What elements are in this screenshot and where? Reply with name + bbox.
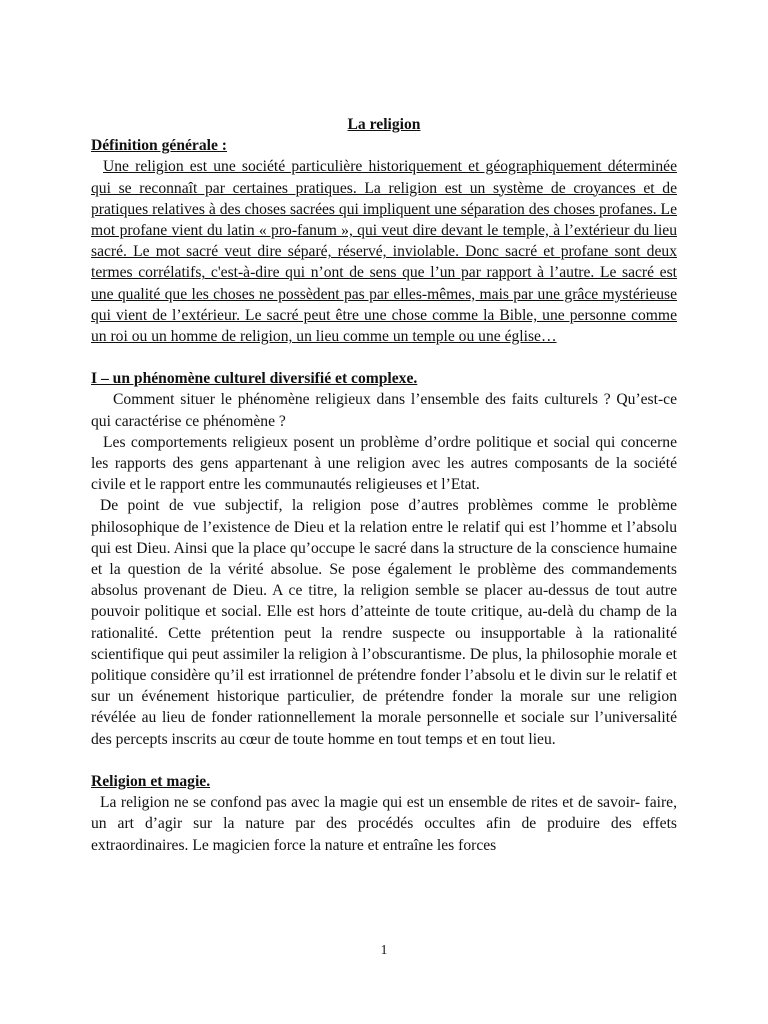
- general-definition-paragraph: Une religion est une société particulière historiquement et géographiquement déterminée qui se reconnaît par certaines pratiques. La religion est un système de croyances et de pratiques relatives à des choses sacrées qui impliquent une séparation des choses profanes. Le mot profane vient du latin « pro-fanum », qui veut dire devant le temple, à l’extérieur du lieu sacré. Le mot sacré veut dire séparé, réservé, inviolable. Donc sacré et profane sont deux termes corrélatifs, c'est-à-dire qui n’ont de sens que l’un par rapport à l’autre. Le sacré est une qualité que les choses ne possèdent pas par elles-mêmes, mais par une grâce mystérieuse qui vient de l’extérieur. Le sacré peut être une chose comme la Bible, une personne comme un roi ou un homme de religion, un lieu comme un temple ou une église…: [91, 158, 677, 346]
- document-title: La religion: [347, 116, 421, 133]
- religion-magic-paragraph: La religion ne se confond pas avec la magie qui est un ensemble de rites et de savoir- faire, un art d’agir sur la nature par des procédés occultes afin de produire des effets extraordinaires. Le magicien force la nature et entraîne les forces: [91, 794, 677, 854]
- section-heading-cultural-phenomenon: I – un phénomène culturel diversifié et complexe.: [91, 370, 418, 388]
- section-heading-religion-magic: Religion et magie.: [91, 772, 211, 790]
- document-page: [91, 114, 677, 856]
- section-heading-general-definition: Définition générale :: [91, 137, 227, 155]
- cultural-paragraph-2: Les comportements religieux posent un problème d’ordre politique et social qui concerne les rapports des gens appartenant à une religion avec les autres composants de la société civile et le rapport entre les communautés religieuses et l’Etat.: [91, 433, 677, 494]
- cultural-paragraph-1: Comment situer le phénomène religieux dans l’ensemble des faits culturels ? Qu’est-ce qui caractérise ce phénomène ?: [91, 391, 677, 430]
- spacer: [91, 347, 677, 368]
- cultural-paragraph-3: De point de vue subjectif, la religion pose d’autres problèmes comme le problème philosophique de l’existence de Dieu et la relation entre le relatif qui est l’homme et l’absolu qui est Dieu. Ainsi que la place qu’occupe le sacré dans la structure de la conscience humaine et la question de la vérité absolue. Se pose également le problème des commandements absolus provenant de Dieu. A ce titre, la religion semble se placer au-dessus de tout autre pouvoir politique et social. Elle est hors d’atteinte de toute critique, au-delà du champ de la rationalité. Cette prétention peut la rendre suspecte ou insupportable à la rationalité scientifique qui peut assimiler la religion à l’obscurantisme. De plus, la philosophie morale et politique considère qu’il est irrationnel de prétendre fonder l’absolu et le divin sur le relatif et sur un événement historique particulier, de prétendre fonder la morale sur une religion révélée au lieu de fonder rationnellement la morale personnelle et sociale sur l’universalité des percepts inscrits au cœur de toute homme en tout temps et en tout lieu.: [91, 497, 677, 748]
- page-number: 1: [380, 942, 388, 957]
- spacer: [91, 750, 677, 771]
